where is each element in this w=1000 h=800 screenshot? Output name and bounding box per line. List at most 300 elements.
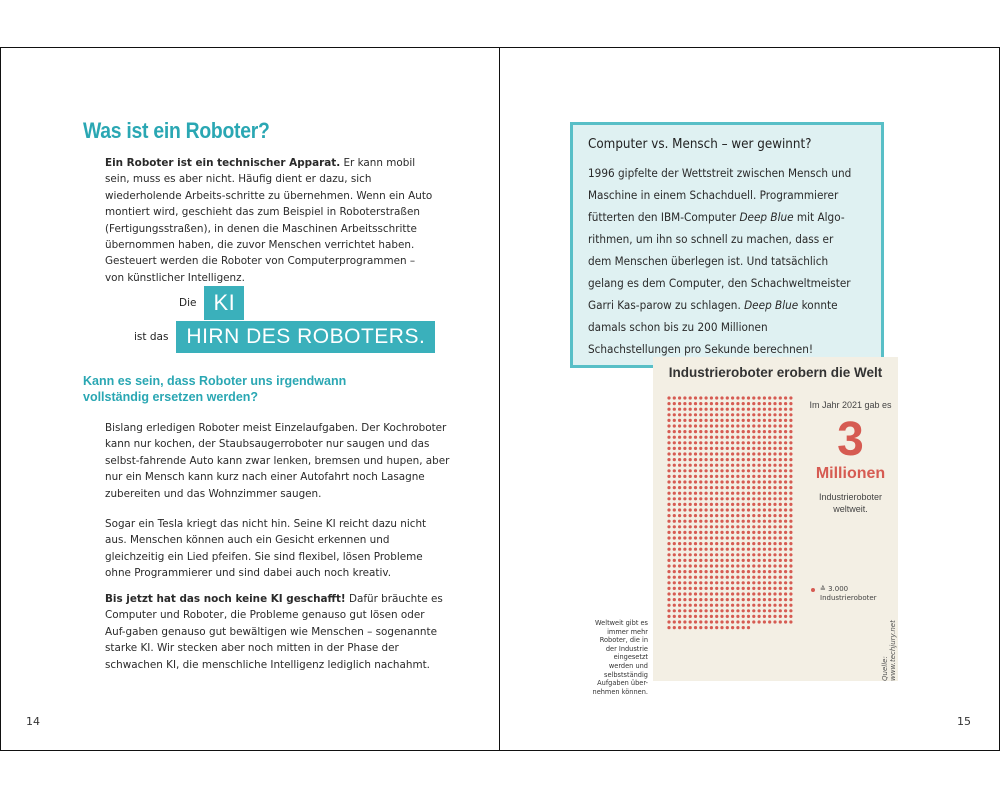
robot-dot [689, 536, 692, 539]
robot-dot [773, 464, 776, 467]
robot-dot [710, 525, 713, 528]
robot-dot [683, 536, 686, 539]
robot-dot [784, 576, 787, 579]
robot-dot [779, 508, 782, 511]
robot-dot [731, 424, 734, 427]
robot-dot [742, 592, 745, 595]
robot-dot [784, 542, 787, 545]
robot-dot [678, 598, 681, 601]
robot-dot [784, 564, 787, 567]
robot-dot [758, 480, 761, 483]
robot-dot [726, 497, 729, 500]
robot-dot [773, 447, 776, 450]
robot-dot [736, 503, 739, 506]
robot-dot [720, 531, 723, 534]
robot-dot [694, 604, 697, 607]
robot-dot [715, 452, 718, 455]
robot-dot [736, 441, 739, 444]
robot-dot [773, 604, 776, 607]
robot-dot [726, 464, 729, 467]
robot-dot [667, 525, 670, 528]
robot-dot [689, 497, 692, 500]
robot-dot [768, 447, 771, 450]
robot-dot [720, 514, 723, 517]
robot-dot [726, 615, 729, 618]
robot-dot [710, 615, 713, 618]
robot-dot [747, 413, 750, 416]
robot-dot [773, 503, 776, 506]
robot-dot [752, 570, 755, 573]
robot-dot [768, 486, 771, 489]
robot-dot [747, 419, 750, 422]
robot-dot [705, 497, 708, 500]
robot-dot [742, 548, 745, 551]
robot-dot [694, 503, 697, 506]
robot-dot [678, 525, 681, 528]
robot-dot [773, 497, 776, 500]
robot-dot [710, 576, 713, 579]
robot-dot [683, 598, 686, 601]
robot-dot [763, 480, 766, 483]
robot-dot [689, 604, 692, 607]
robot-dot [747, 592, 750, 595]
robot-dot [715, 525, 718, 528]
robot-dot [694, 536, 697, 539]
robot-dot [715, 559, 718, 562]
robot-dot [752, 548, 755, 551]
robot-dot [747, 452, 750, 455]
robot-dot [683, 548, 686, 551]
robot-dot [683, 447, 686, 450]
robot-dot [763, 441, 766, 444]
robot-dot [763, 525, 766, 528]
robot-dot [731, 430, 734, 433]
robot-dot [667, 492, 670, 495]
robot-dot [789, 452, 792, 455]
robot-dot [731, 548, 734, 551]
robot-dot [747, 604, 750, 607]
robot-dot [758, 553, 761, 556]
robot-dot [752, 469, 755, 472]
robot-dot [673, 402, 676, 405]
robot-dot [720, 525, 723, 528]
robot-dot [694, 475, 697, 478]
robot-dot [720, 486, 723, 489]
robot-dot [720, 508, 723, 511]
robot-dot [710, 413, 713, 416]
robot-dot [694, 452, 697, 455]
robot-dot [768, 475, 771, 478]
robot-dot [667, 587, 670, 590]
robot-dot [694, 497, 697, 500]
robot-dot [689, 587, 692, 590]
robot-dot [752, 615, 755, 618]
robot-dot [752, 508, 755, 511]
robot-dot [726, 508, 729, 511]
robot-dot [768, 604, 771, 607]
robot-dot [689, 452, 692, 455]
robot-dot [758, 592, 761, 595]
robot-dot [720, 581, 723, 584]
robot-dot [742, 413, 745, 416]
robot-dot [673, 413, 676, 416]
robot-dot [758, 447, 761, 450]
info-box-text [588, 162, 855, 360]
robot-dot [752, 475, 755, 478]
robot-dot [710, 553, 713, 556]
robot-dot [710, 620, 713, 623]
robot-dot [683, 402, 686, 405]
robot-dot [747, 436, 750, 439]
robot-dot [689, 520, 692, 523]
robot-dot [763, 548, 766, 551]
robot-dot [720, 436, 723, 439]
robot-dot [705, 609, 708, 612]
robot-dot [726, 430, 729, 433]
robot-dot [768, 436, 771, 439]
robot-dot [758, 620, 761, 623]
robot-dot [673, 458, 676, 461]
legend-dot [811, 588, 815, 592]
robot-dot [720, 441, 723, 444]
robot-dot [710, 542, 713, 545]
robot-dot [683, 587, 686, 590]
robot-dot [773, 402, 776, 405]
robot-dot [758, 458, 761, 461]
robot-dot [763, 604, 766, 607]
robot-dot [742, 604, 745, 607]
robot-dot [736, 413, 739, 416]
robot-dot [726, 514, 729, 517]
robot-dot [742, 475, 745, 478]
robot-dot [710, 548, 713, 551]
robot-dot [768, 542, 771, 545]
robot-dot [758, 436, 761, 439]
robot-dot [720, 576, 723, 579]
robot-dot [742, 469, 745, 472]
robot-dot [768, 402, 771, 405]
robot-dot [742, 480, 745, 483]
robot-dot [763, 408, 766, 411]
robot-dot [720, 587, 723, 590]
robot-dot [773, 458, 776, 461]
robot-dot [779, 615, 782, 618]
robot-dot [699, 615, 702, 618]
robot-dot [742, 525, 745, 528]
robot-dot [768, 525, 771, 528]
robot-dot [752, 497, 755, 500]
robot-dot [779, 520, 782, 523]
legend-text: ≙ 3.000 Industrieroboter [820, 585, 877, 602]
robot-dot [689, 615, 692, 618]
robot-dot [789, 609, 792, 612]
robot-dot [736, 520, 739, 523]
right-page [500, 48, 1000, 750]
robot-dot [689, 559, 692, 562]
robot-dot [784, 559, 787, 562]
robot-dot [763, 564, 766, 567]
robot-dot [731, 598, 734, 601]
robot-dot [789, 559, 792, 562]
robot-dot [752, 598, 755, 601]
robot-dot [678, 553, 681, 556]
robot-dot [768, 413, 771, 416]
robot-dot [720, 609, 723, 612]
robot-dot [710, 458, 713, 461]
robot-dot [773, 520, 776, 523]
robot-dot [720, 396, 723, 399]
page-number-left: 14 [26, 715, 40, 728]
robot-dot [768, 531, 771, 534]
robot-dot [667, 576, 670, 579]
robot-dot [784, 480, 787, 483]
robot-dot [758, 564, 761, 567]
robot-dot [789, 447, 792, 450]
robot-dot [689, 441, 692, 444]
robot-dot [715, 587, 718, 590]
robot-dot [689, 419, 692, 422]
robot-dot [683, 480, 686, 483]
robot-dot [768, 441, 771, 444]
robot-dot [694, 525, 697, 528]
robot-dot [758, 464, 761, 467]
robot-dot [689, 430, 692, 433]
robot-dot [699, 553, 702, 556]
robot-dot [784, 587, 787, 590]
robot-dot [720, 430, 723, 433]
robot-dot [747, 424, 750, 427]
robot-dot [773, 525, 776, 528]
robot-dot [784, 475, 787, 478]
robot-dot [736, 447, 739, 450]
robot-dot [779, 430, 782, 433]
robot-dot [726, 598, 729, 601]
robot-dot [673, 419, 676, 422]
robot-dot [694, 447, 697, 450]
robot-dot [715, 620, 718, 623]
robot-dot [705, 436, 708, 439]
robot-dot [726, 609, 729, 612]
robot-dot [784, 615, 787, 618]
robot-dot [763, 436, 766, 439]
robot-dot [694, 492, 697, 495]
robot-dot [667, 475, 670, 478]
robot-dot [678, 402, 681, 405]
robot-dot [715, 581, 718, 584]
robot-dot [747, 408, 750, 411]
robot-dot [720, 447, 723, 450]
robot-dot [678, 475, 681, 478]
robot-dot [763, 486, 766, 489]
robot-dot [773, 536, 776, 539]
robot-dot [720, 452, 723, 455]
robot-dot [768, 424, 771, 427]
robot-dot [779, 542, 782, 545]
robot-dot [710, 536, 713, 539]
robot-dot [720, 553, 723, 556]
robot-dot [779, 458, 782, 461]
robot-dot [715, 469, 718, 472]
robot-dot [763, 570, 766, 573]
robot-dot [747, 564, 750, 567]
robot-dot [678, 615, 681, 618]
robot-dot [731, 564, 734, 567]
robot-dot [678, 486, 681, 489]
robot-dot [731, 570, 734, 573]
robot-dot [689, 576, 692, 579]
robot-dot [673, 452, 676, 455]
robot-dot [773, 587, 776, 590]
robot-dot [752, 436, 755, 439]
robot-dot [705, 615, 708, 618]
robot-dot [726, 436, 729, 439]
infographic-title: Industrieroboter erobern die Welt [668, 365, 883, 380]
infographic-stat [803, 399, 898, 515]
robot-dot [667, 486, 670, 489]
robot-dot [710, 587, 713, 590]
robot-dot [667, 396, 670, 399]
robot-dot [726, 402, 729, 405]
robot-dot [715, 436, 718, 439]
robot-dot [779, 604, 782, 607]
robot-dot [747, 609, 750, 612]
robot-dot [683, 514, 686, 517]
robot-dot [731, 531, 734, 534]
robot-dot [673, 430, 676, 433]
robot-dot [673, 525, 676, 528]
robot-dot [683, 475, 686, 478]
robot-dot [779, 436, 782, 439]
robot-dot [673, 626, 676, 629]
robot-dot [705, 486, 708, 489]
robot-dot [789, 542, 792, 545]
robot-dot [667, 480, 670, 483]
robot-dot [699, 480, 702, 483]
robot-dot [758, 559, 761, 562]
robot-dot [694, 508, 697, 511]
robot-dot [736, 576, 739, 579]
robot-dot [763, 430, 766, 433]
page-title: Was ist ein Roboter? [83, 118, 270, 143]
robot-dot [699, 536, 702, 539]
robot-dot [779, 559, 782, 562]
box-text-1: 1996 gipfelte der Wettstreit zwischen Mensch und Maschine in einem Schachduell. Programmierer fütterten den IBM-Computer [588, 166, 852, 224]
robot-dot [763, 396, 766, 399]
robot-dot [784, 604, 787, 607]
robot-dot [752, 402, 755, 405]
robot-dot [673, 581, 676, 584]
robot-dot [747, 469, 750, 472]
robot-dot [752, 531, 755, 534]
robot-dot [699, 592, 702, 595]
robot-dot [731, 408, 734, 411]
robot-dot [789, 402, 792, 405]
robot-dot [689, 469, 692, 472]
robot-dot [747, 620, 750, 623]
robot-dot [689, 464, 692, 467]
robot-dot [736, 609, 739, 612]
robot-dot [747, 626, 750, 629]
robot-dot [715, 464, 718, 467]
robot-dot [710, 436, 713, 439]
robot-dot [731, 413, 734, 416]
robot-dot [773, 548, 776, 551]
robot-dot [779, 441, 782, 444]
robot-dot [667, 447, 670, 450]
robot-dot [699, 520, 702, 523]
robot-dot [773, 553, 776, 556]
robot-dot [694, 576, 697, 579]
robot-dot [763, 503, 766, 506]
robot-dot [710, 480, 713, 483]
robot-dot [789, 548, 792, 551]
robot-dot [763, 458, 766, 461]
paragraph-tesla: Sogar ein Tesla kriegt das nicht hin. Seine KI reicht dazu nicht aus. Menschen können auch ein Gesicht erkennen und gleichzeitig ein Lied pfeifen. Sie sind flexibel, lösen Probleme ohne Programmierer und sind dabei auch noch kreativ. [105, 518, 427, 580]
robot-dot [742, 615, 745, 618]
robot-dot [742, 559, 745, 562]
robot-dot [678, 452, 681, 455]
robot-dot [694, 620, 697, 623]
robot-dot [736, 542, 739, 545]
robot-dot [789, 396, 792, 399]
robot-dot [667, 458, 670, 461]
robot-dot [752, 486, 755, 489]
robot-dot [705, 480, 708, 483]
robot-dot [694, 598, 697, 601]
robot-dot [705, 576, 708, 579]
robot-dot [678, 576, 681, 579]
robot-dot [720, 559, 723, 562]
robot-dot [773, 592, 776, 595]
robot-dot [699, 604, 702, 607]
robot-dot [779, 396, 782, 399]
robot-dot [667, 419, 670, 422]
robot-dot [699, 458, 702, 461]
robot-dot [779, 553, 782, 556]
robot-dot [779, 570, 782, 573]
robot-dot [747, 480, 750, 483]
robot-dot [699, 525, 702, 528]
robot-dot [678, 430, 681, 433]
robot-dot [667, 542, 670, 545]
robot-dot [742, 542, 745, 545]
robot-dot [678, 570, 681, 573]
robot-dot [784, 503, 787, 506]
robot-dot [773, 475, 776, 478]
robot-dot [768, 559, 771, 562]
robot-dot [768, 615, 771, 618]
robot-dot [667, 609, 670, 612]
robot-dot [758, 424, 761, 427]
robot-dot [784, 469, 787, 472]
robot-dot [710, 452, 713, 455]
robot-dot [667, 553, 670, 556]
robot-dot [758, 497, 761, 500]
robot-dot [789, 408, 792, 411]
robot-dot [789, 475, 792, 478]
robot-dot [683, 525, 686, 528]
robot-dot [678, 626, 681, 629]
robot-dot [678, 564, 681, 567]
robot-dot [689, 486, 692, 489]
robot-dot [720, 480, 723, 483]
robot-dot [678, 531, 681, 534]
robot-dot [694, 587, 697, 590]
robot-dot [758, 408, 761, 411]
box-text-2: mit Algo-rithmen, um ihn so schnell zu machen, dass er dem Menschen überlegen ist. Und tatsächlich gelang es dem Computer, den Schachweltmeister Garri Kas-parow zu schlagen. [588, 210, 851, 312]
robot-dot [784, 458, 787, 461]
robot-dot [736, 452, 739, 455]
